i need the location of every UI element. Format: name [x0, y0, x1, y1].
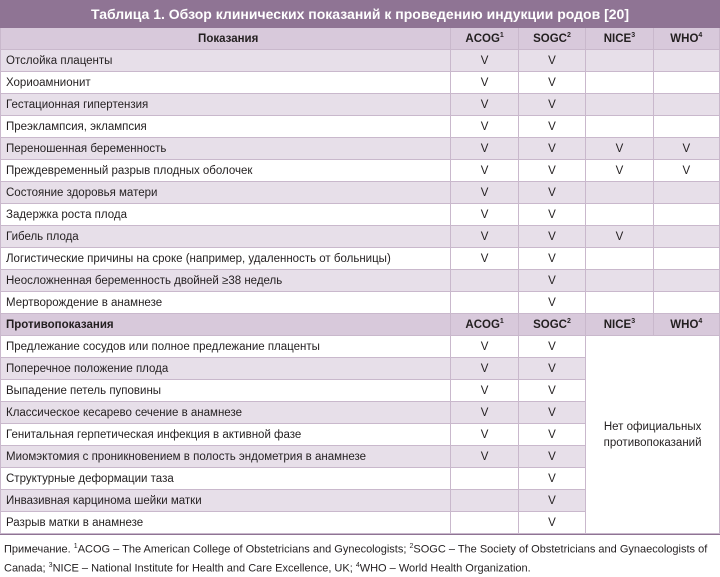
indication-mark: V: [518, 248, 585, 270]
indication-mark: [653, 226, 719, 248]
indication-mark: [653, 292, 719, 314]
contraindication-label: Поперечное положение плода: [1, 358, 451, 380]
indication-mark: V: [451, 160, 518, 182]
indication-row: [1, 270, 720, 292]
contraindication-label: Классическое кесарево сечение в анамнезе: [1, 402, 451, 424]
indication-mark: [653, 270, 719, 292]
contraindication-mark: V: [451, 446, 518, 468]
indication-mark: V: [451, 94, 518, 116]
sogc-header-2: SOGC$^2$: [518, 314, 585, 336]
acog-header: ACOG$^1$: [451, 28, 518, 50]
nice-header: NICE$^3$: [586, 28, 653, 50]
contraindications-header: Противопоказания: [1, 314, 451, 336]
indication-row: [1, 204, 720, 226]
no-official-contraindications: Нет официальных противопоказаний: [586, 336, 720, 534]
indication-mark: V: [518, 138, 585, 160]
indication-mark: [653, 182, 719, 204]
indication-mark: [653, 50, 719, 72]
indication-mark: V: [586, 226, 653, 248]
contraindication-mark: V: [518, 424, 585, 446]
indication-row: [1, 292, 720, 314]
contraindication-mark: V: [451, 402, 518, 424]
contraindication-mark: V: [518, 402, 585, 424]
contraindication-mark: [451, 512, 518, 534]
indication-row: [1, 94, 720, 116]
indication-mark: [586, 248, 653, 270]
sogc-header: SOGC$^2$: [518, 28, 585, 50]
contraindication-mark: [451, 468, 518, 490]
contraindication-mark: V: [518, 490, 585, 512]
indication-row: [1, 138, 720, 160]
indication-mark: V: [451, 248, 518, 270]
acog-header-2: ACOG$^1$: [451, 314, 518, 336]
indication-mark: [451, 270, 518, 292]
contraindication-label: Предлежание сосудов или полное предлежание плаценты: [1, 336, 451, 358]
indication-mark: [653, 204, 719, 226]
indication-mark: V: [451, 116, 518, 138]
indication-mark: V: [451, 72, 518, 94]
indication-mark: V: [451, 50, 518, 72]
indication-mark: V: [518, 292, 585, 314]
indication-mark: [653, 116, 719, 138]
indication-row: [1, 116, 720, 138]
indication-label: Состояние здоровья матери: [1, 182, 451, 204]
indication-mark: V: [518, 270, 585, 292]
indication-mark: V: [518, 116, 585, 138]
indication-label: Преждевременный разрыв плодных оболочек: [1, 160, 451, 182]
indication-mark: [653, 248, 719, 270]
contraindication-mark: V: [451, 336, 518, 358]
indications-header-row: [1, 28, 720, 50]
indication-label: Логистические причины на сроке (например, удаленность от больницы): [1, 248, 451, 270]
contraindication-label: Инвазивная карцинома шейки матки: [1, 490, 451, 512]
indication-mark: V: [518, 182, 585, 204]
contraindication-mark: V: [451, 380, 518, 402]
indication-mark: V: [586, 160, 653, 182]
nice-header-2: NICE$^3$: [586, 314, 653, 336]
who-header-2: WHO$^4$: [653, 314, 719, 336]
contraindications-body: [1, 336, 720, 534]
indication-row: [1, 182, 720, 204]
indication-mark: [653, 72, 719, 94]
indication-mark: [586, 204, 653, 226]
contraindication-label: Генитальная герпетическая инфекция в активной фазе: [1, 424, 451, 446]
contraindication-mark: V: [518, 468, 585, 490]
indication-mark: V: [451, 138, 518, 160]
indications-body: [1, 50, 720, 314]
indication-row: [1, 72, 720, 94]
indication-mark: [586, 116, 653, 138]
table-title: Таблица 1. Обзор клинических показаний к проведению индукции родов [20]: [0, 0, 720, 28]
indication-mark: V: [451, 204, 518, 226]
indication-row: [1, 160, 720, 182]
indication-mark: [653, 94, 719, 116]
indication-label: Мертворождение в анамнезе: [1, 292, 451, 314]
indications-table: [0, 28, 720, 534]
indication-row: [1, 248, 720, 270]
indication-mark: V: [518, 72, 585, 94]
indication-label: Гибель плода: [1, 226, 451, 248]
indication-mark: V: [451, 182, 518, 204]
contraindication-label: Миомэктомия с проникновением в полость эндометрия в анамнезе: [1, 446, 451, 468]
indication-label: Отслойка плаценты: [1, 50, 451, 72]
indication-label: Гестационная гипертензия: [1, 94, 451, 116]
who-header: WHO$^4$: [653, 28, 719, 50]
indication-row: [1, 226, 720, 248]
contraindication-row: [1, 336, 720, 358]
indication-label: Задержка роста плода: [1, 204, 451, 226]
indication-mark: V: [518, 50, 585, 72]
indication-mark: [586, 50, 653, 72]
indications-header: Показания: [1, 28, 451, 50]
indication-mark: V: [586, 138, 653, 160]
contraindication-label: Структурные деформации таза: [1, 468, 451, 490]
indication-label: Неосложненная беременность двойней ≥38 недель: [1, 270, 451, 292]
indication-label: Хориоамнионит: [1, 72, 451, 94]
indication-mark: V: [653, 138, 719, 160]
contraindications-header-row: [1, 314, 720, 336]
footnote: Примечание. $^1$ACOG – The American College of Obstetricians and Gynecologists; $^2$SOGC – The Society of Obstetricians and Gynaecologists of Canada; $^3$NICE – National Institute for Health and Care Excellence, UK; $^4$WHO – World Health Organization.: [0, 534, 720, 576]
indication-mark: V: [518, 204, 585, 226]
indication-mark: [451, 292, 518, 314]
contraindication-mark: V: [518, 446, 585, 468]
contraindication-label: Выпадение петель пуповины: [1, 380, 451, 402]
contraindication-mark: V: [451, 424, 518, 446]
indication-row: [1, 50, 720, 72]
indication-mark: [586, 182, 653, 204]
contraindication-mark: V: [518, 336, 585, 358]
contraindication-mark: V: [518, 380, 585, 402]
indication-mark: V: [653, 160, 719, 182]
contraindication-mark: [451, 490, 518, 512]
indication-mark: [586, 270, 653, 292]
indication-mark: [586, 72, 653, 94]
indication-mark: [586, 292, 653, 314]
indication-label: Переношенная беременность: [1, 138, 451, 160]
contraindication-mark: V: [518, 358, 585, 380]
indication-mark: V: [518, 160, 585, 182]
indication-mark: [586, 94, 653, 116]
indication-label: Преэклампсия, эклампсия: [1, 116, 451, 138]
indication-mark: V: [518, 94, 585, 116]
contraindication-label: Разрыв матки в анамнезе: [1, 512, 451, 534]
indication-mark: V: [518, 226, 585, 248]
contraindication-mark: V: [518, 512, 585, 534]
contraindication-mark: V: [451, 358, 518, 380]
indication-mark: V: [451, 226, 518, 248]
